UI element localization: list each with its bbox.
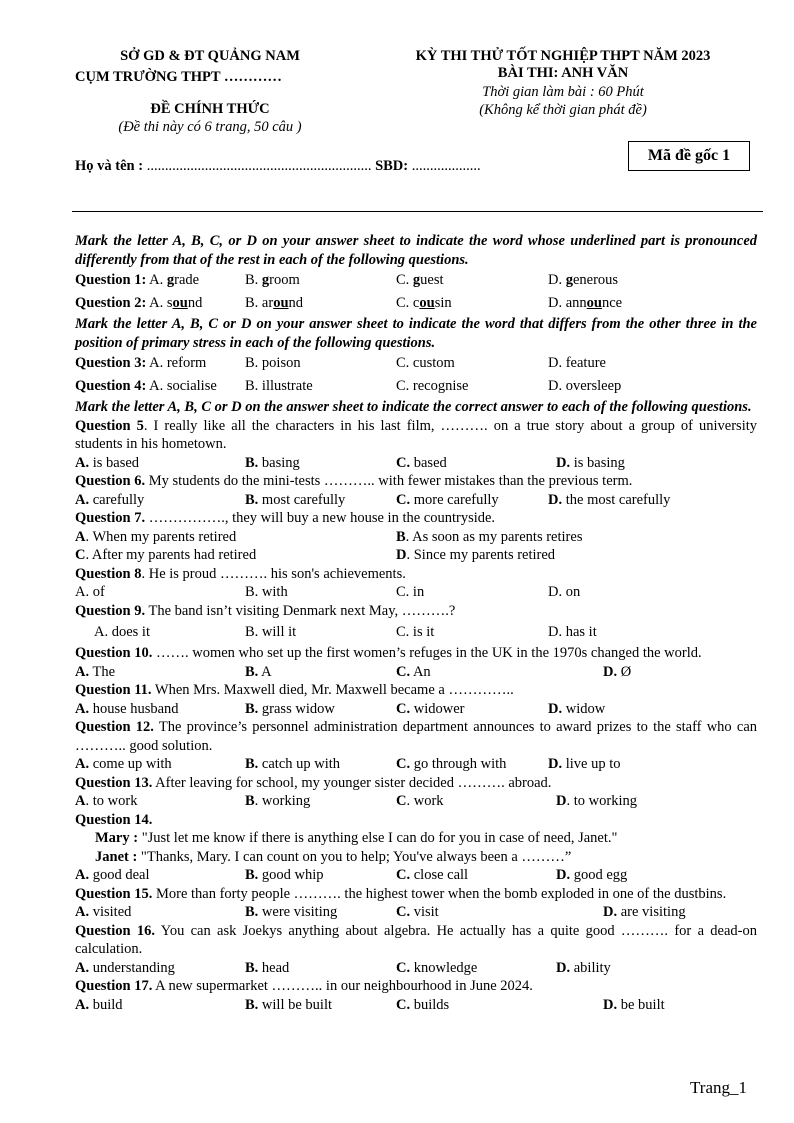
option-d[interactable]: D. feature — [548, 355, 606, 372]
exam-duration-note: (Không kể thời gian phát đề) — [479, 102, 647, 118]
question-14-stem: Question 14. — [75, 811, 153, 828]
question-16-stem: Question 16. You can ask Joekys anything about algebra. He actually has a quite good ………. for a dead-on calculation. — [75, 922, 757, 957]
option-d[interactable]: D. Ø — [603, 663, 632, 680]
exam-content — [75, 232, 757, 1014]
option-d[interactable]: D. Since my parents retired — [396, 547, 556, 563]
option-c[interactable]: C. is it — [396, 623, 435, 640]
question-2: Question 2: A. sound B. around C. cousin D. announce — [75, 292, 757, 315]
question-17-options — [75, 996, 757, 1015]
option-a[interactable]: A. come up with — [75, 756, 172, 772]
option-d[interactable]: D. good egg — [556, 867, 628, 883]
option-c[interactable]: C. visit — [396, 904, 439, 920]
student-info-line — [75, 158, 481, 175]
question-11-options — [75, 700, 757, 719]
question-13-options — [75, 792, 757, 811]
option-b[interactable]: B. catch up with — [245, 756, 341, 772]
option-a[interactable]: A. carefully — [75, 491, 145, 508]
option-b[interactable]: B. groom — [245, 272, 300, 289]
question-10-stem: Question 10. ……. women who set up the first women’s refuges in the UK in the 1970s changed the world. — [75, 645, 702, 661]
question-7-stem: Question 7. ……………., they will buy a new house in the countryside. — [75, 510, 496, 526]
question-8-stem: Question 8. He is proud ………. his son's achievements. — [75, 565, 406, 582]
option-b[interactable]: B. will be built — [245, 996, 333, 1013]
option-a[interactable]: A. build — [75, 996, 123, 1013]
option-c[interactable]: C. builds — [396, 996, 450, 1013]
option-d[interactable]: D. generous — [548, 272, 619, 289]
question-17-stem: Question 17. A new supermarket ……….. in our neighbourhood in June 2024. — [75, 978, 533, 994]
question-1: Question 1: A. grade B. groom C. guest D. generous — [75, 269, 757, 292]
page-number: Trang_1 — [690, 1078, 747, 1097]
option-c[interactable]: C. go through with — [396, 756, 507, 772]
option-c[interactable]: C. based — [396, 454, 447, 471]
option-d[interactable]: D. is basing — [556, 454, 625, 471]
question-15-options — [75, 903, 757, 922]
question-8-options — [75, 583, 757, 602]
option-a[interactable]: A. is based — [75, 454, 140, 471]
option-d[interactable]: D. widow — [548, 700, 606, 717]
exam-code-box: Mã đề gốc 1 — [628, 141, 750, 171]
dialogue-janet: Janet : "Thanks, Mary. I can count on you to help; You've always been a ………” — [95, 848, 572, 865]
option-b[interactable]: B. A — [245, 663, 272, 680]
option-d[interactable]: D. live up to — [548, 756, 621, 772]
option-c[interactable]: C. custom — [396, 355, 455, 372]
option-a[interactable]: A. of — [75, 584, 105, 600]
question-9-stem: Question 9. The band isn’t visiting Denmark next May, ……….? — [75, 602, 456, 619]
option-d[interactable]: D. ability — [556, 959, 611, 976]
option-b[interactable]: B. were visiting — [245, 904, 338, 920]
option-a[interactable]: A. house husband — [75, 700, 179, 717]
option-c[interactable]: C. guest — [396, 272, 444, 289]
option-d[interactable]: D. on — [548, 584, 581, 600]
option-b[interactable]: B. good whip — [245, 867, 324, 883]
name-field[interactable]: .............................................................. — [146, 158, 372, 174]
option-b[interactable]: B. head — [245, 959, 290, 976]
option-b[interactable]: B. grass widow — [245, 700, 335, 717]
dialogue-mary: Mary : "Just let me know if there is anything else I can do for you in case of need, Janet." — [95, 830, 618, 846]
sbd-field[interactable]: ................... — [411, 158, 481, 174]
question-label: Question 3: — [75, 355, 147, 372]
instruction-pronunciation: Mark the letter A, B, C, or D on your answer sheet to indicate the word whose underlined part is pronounced differently from that of the rest in each of the following questions. — [75, 233, 757, 268]
option-d[interactable]: D. are visiting — [603, 904, 686, 920]
exam-title: KỲ THI THỬ TỐT NGHIỆP THPT NĂM 2023 — [415, 48, 711, 64]
exam-page-count: (Đề thi này có 6 trang, 50 câu ) — [118, 119, 302, 135]
option-b[interactable]: B. most carefully — [245, 491, 346, 508]
option-d[interactable]: D. has it — [548, 623, 597, 640]
option-a[interactable]: A. When my parents retired — [75, 528, 237, 545]
question-5-options — [75, 454, 757, 473]
option-c[interactable]: C. widower — [396, 700, 465, 717]
question-label: Question 1: — [75, 272, 147, 289]
question-6-stem: Question 6. My students do the mini-tests ……….. with fewer mistakes than the previous term. — [75, 473, 633, 489]
option-b[interactable]: B. basing — [245, 454, 300, 471]
instruction-stress: Mark the letter A, B, C or D on your answer sheet to indicate the word that differs from the other three in the position of primary stress in each of the following questions. — [75, 316, 757, 351]
option-a[interactable]: A. visited — [75, 904, 132, 920]
option-b[interactable]: B. As soon as my parents retires — [396, 528, 583, 545]
option-b[interactable]: B. illustrate — [245, 378, 313, 395]
question-6-options — [75, 491, 757, 510]
school-cluster: CỤM TRƯỜNG THPT ………… — [75, 69, 282, 85]
option-c[interactable]: C. recognise — [396, 378, 469, 395]
option-c[interactable]: C. close call — [396, 867, 469, 883]
option-d[interactable]: D. announce — [548, 295, 623, 312]
option-a[interactable]: A. to work — [75, 793, 138, 809]
option-c[interactable]: C. An — [396, 663, 431, 680]
department-name: SỞ GD & ĐT QUẢNG NAM — [120, 48, 300, 64]
question-11-stem: Question 11. When Mrs. Maxwell died, Mr. Maxwell became a ………….. — [75, 682, 514, 698]
option-a[interactable]: A. The — [75, 663, 116, 680]
sbd-label: SBD: — [375, 158, 409, 174]
option-b[interactable]: B. will it — [245, 623, 297, 640]
question-14-options — [75, 866, 757, 885]
option-c[interactable]: C. cousin — [396, 295, 452, 312]
question-13-stem: Question 13. After leaving for school, my younger sister decided ………. abroad. — [75, 774, 552, 791]
option-a[interactable]: A. does it — [94, 623, 150, 640]
question-12-stem: Question 12. The province’s personnel administration department announces to award prizes to the staff who can ……….. good solution. — [75, 719, 758, 754]
option-d[interactable]: D. to working — [556, 793, 637, 809]
question-5-stem: Question 5. I really like all the characters in his last film, ………. on a true story about a group of university students in his hometown. — [75, 417, 758, 452]
question-4: Question 4: A. socialise B. illustrate C. recognise D. oversleep — [75, 375, 757, 398]
question-15-stem: Question 15. More than forty people ………. the highest tower when the bomb exploded in one of the dustbins. — [75, 885, 727, 902]
name-label: Họ và tên : — [75, 158, 144, 174]
option-c[interactable]: C. knowledge — [396, 959, 478, 976]
option-d[interactable]: D. oversleep — [548, 378, 622, 395]
question-label: Question 4: — [75, 378, 147, 395]
option-b[interactable]: B. working — [245, 793, 311, 809]
question-label: Question 2: — [75, 295, 147, 312]
option-c[interactable]: C. After my parents had retired — [75, 547, 257, 563]
option-d[interactable]: D. the most carefully — [548, 491, 671, 508]
exam-subject: BÀI THI: ANH VĂN — [497, 65, 629, 81]
question-16-options — [75, 959, 757, 978]
exam-duration: Thời gian làm bài : 60 Phút — [482, 84, 644, 100]
question-9-options — [75, 620, 757, 644]
option-a[interactable]: A. understanding — [75, 959, 175, 976]
option-b[interactable]: B. around — [245, 295, 304, 312]
option-b[interactable]: B. with — [245, 584, 288, 600]
option-c[interactable]: C. more carefully — [396, 491, 499, 508]
official-exam-label: ĐỀ CHÍNH THỨC — [150, 101, 270, 117]
question-3: Question 3: A. reform B. poison C. custom D. feature — [75, 352, 757, 375]
question-12-options — [75, 755, 757, 774]
option-d[interactable]: D. be built — [603, 996, 665, 1013]
option-c[interactable]: C. in — [396, 584, 425, 600]
instruction-correct-answer: Mark the letter A, B, C or D on the answer sheet to indicate the correct answer to each of the following questions. — [75, 399, 752, 415]
option-b[interactable]: B. poison — [245, 355, 301, 372]
question-10-options — [75, 663, 757, 682]
question-7-options-cd — [75, 546, 757, 565]
option-c[interactable]: C. work — [396, 793, 444, 809]
header-divider — [72, 211, 763, 212]
option-a[interactable]: A. good deal — [75, 867, 150, 883]
question-7-options-ab — [75, 528, 757, 547]
